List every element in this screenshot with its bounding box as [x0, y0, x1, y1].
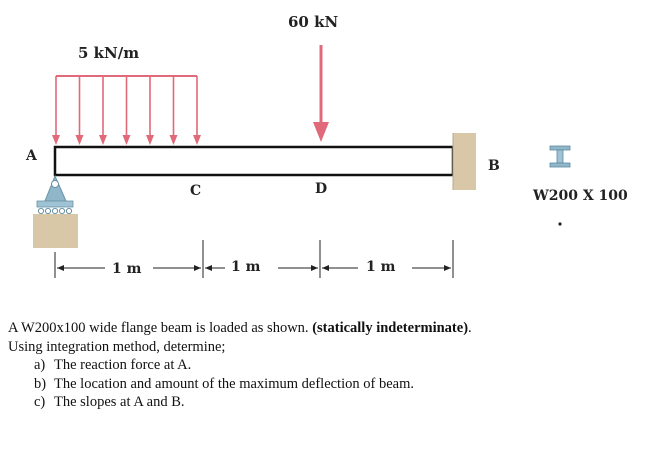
- list-item: [34, 393, 638, 412]
- problem-intro: [8, 319, 638, 338]
- item-text: The slopes at A and B.: [54, 394, 185, 410]
- dot-mark: [558, 222, 561, 225]
- list-item: [34, 375, 638, 394]
- distributed-load-label: 5 kN/m: [78, 44, 140, 62]
- item-text: The location and amount of the maximum deflection of beam.: [54, 375, 414, 392]
- distributed-load-arrow: [99, 76, 107, 145]
- span-2-label: 1 m: [231, 259, 261, 275]
- beam: [55, 147, 453, 175]
- point-load-label: 60 kN: [288, 13, 339, 31]
- problem-statement: [8, 319, 638, 412]
- distributed-load-arrow: [170, 76, 178, 145]
- intro-text: A W200x100 wide flange beam is loaded as shown.: [8, 320, 313, 336]
- item-text: The reaction force at A.: [54, 357, 192, 373]
- span-1-label: 1 m: [112, 261, 142, 277]
- intro-bold: (statically indeterminate): [312, 320, 469, 336]
- wide-flange-section-icon: [550, 146, 570, 167]
- item-letter: c): [34, 394, 46, 410]
- intro-end: .: [468, 320, 472, 336]
- point-c-label: C: [190, 183, 202, 199]
- item-letter: a): [34, 357, 46, 373]
- point-a-label: A: [26, 148, 37, 164]
- distributed-load-arrow: [76, 76, 84, 145]
- fixed-support-wall: [453, 133, 476, 190]
- item-letter: b): [34, 375, 47, 392]
- point-b-label: B: [488, 158, 500, 174]
- distributed-load-arrow: [146, 76, 154, 145]
- distributed-load-arrow: [193, 76, 201, 145]
- point-load-arrow: [313, 45, 329, 142]
- distributed-load-arrow: [52, 76, 60, 145]
- section-label: W200 X 100: [533, 188, 628, 204]
- distributed-load-arrow: [123, 76, 131, 145]
- span-3-label: 1 m: [366, 259, 396, 275]
- distributed-load-arrows: [52, 76, 201, 145]
- point-d-label: D: [315, 181, 328, 197]
- method-line: Using integration method, determine;: [8, 338, 226, 355]
- pin-support: [33, 176, 78, 248]
- list-item: [34, 356, 638, 375]
- distributed-load: [52, 76, 201, 145]
- question-list: [8, 356, 638, 412]
